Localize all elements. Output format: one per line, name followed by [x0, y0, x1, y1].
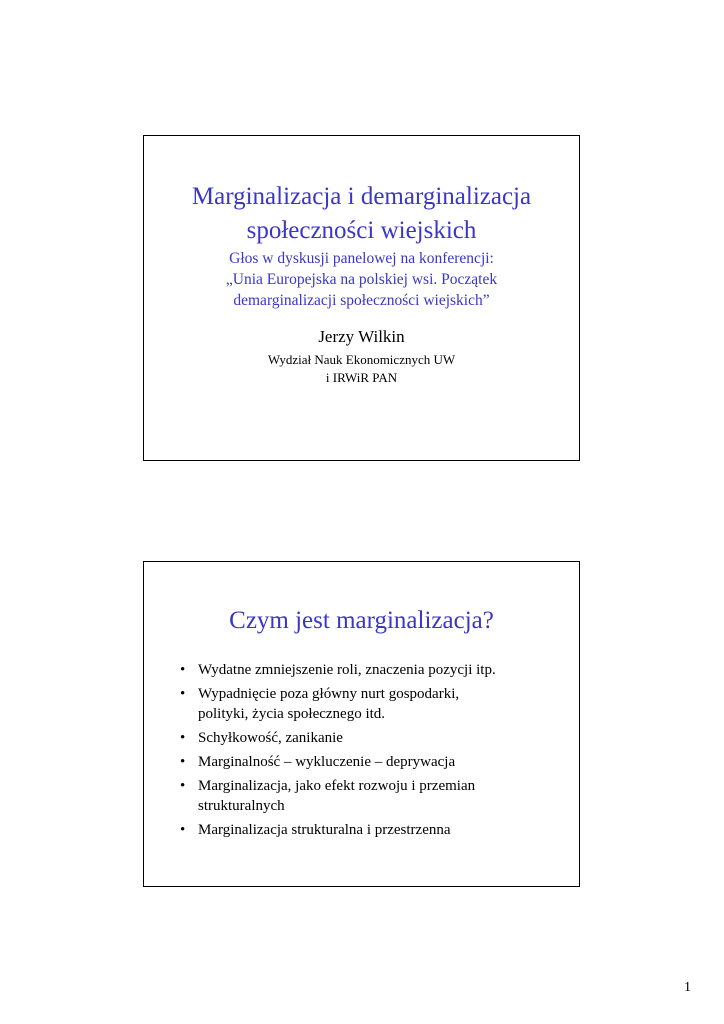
bullet-line: Marginalizacja, jako efekt rozwoju i przemian [198, 778, 476, 794]
bullet-line: Wypadnięcie poza główny nurt gospodarki, [198, 686, 460, 702]
affiliation-line: Wydział Nauk Ekonomicznych UW [267, 352, 456, 367]
bullet-marker: • [180, 754, 186, 770]
page-number: 1 [684, 980, 691, 995]
bullet-line: Schyłkowość, zanikanie [198, 730, 343, 746]
bullet-line: polityki, życia społecznego itd. [198, 706, 386, 722]
slide-1-subtitle [144, 248, 579, 311]
list-item [176, 820, 576, 840]
bullet-line: strukturalnych [198, 798, 285, 814]
author-affiliation [144, 351, 579, 387]
subtitle-line: „Unia Europejska na polskiej wsi. Początek [225, 271, 498, 288]
slide-2-title: Czym jest marginalizacja? [229, 607, 494, 634]
author-name: Jerzy Wilkin [318, 327, 405, 346]
title-line: społeczności wiejskich [246, 217, 477, 244]
bullet-line: Marginalność – wykluczenie – deprywacja [198, 754, 456, 770]
subtitle-line: Głos w dyskusji panelowej na konferencji: [229, 250, 494, 267]
slide-1-title [144, 180, 579, 248]
title-line: Marginalizacja i demarginalizacja [191, 183, 532, 210]
list-item [176, 752, 576, 772]
bullet-marker: • [180, 686, 186, 702]
subtitle-line: demarginalizacji społeczności wiejskich” [233, 292, 490, 309]
affiliation-line: i IRWiR PAN [325, 370, 398, 385]
bullet-marker: • [180, 822, 186, 838]
bullet-marker: • [180, 730, 186, 746]
bullet-marker: • [180, 778, 186, 794]
slide-2 [143, 561, 580, 887]
bullet-marker: • [180, 662, 186, 678]
slide-1 [143, 135, 580, 461]
bullet-line: Marginalizacja strukturalna i przestrzenna [198, 822, 451, 838]
list-item [176, 684, 576, 724]
list-item [176, 728, 576, 748]
list-item [176, 776, 576, 816]
bullet-line: Wydatne zmniejszenie roli, znaczenia pozycji itp. [198, 662, 496, 678]
list-item [176, 660, 576, 680]
bullet-list [176, 660, 576, 844]
